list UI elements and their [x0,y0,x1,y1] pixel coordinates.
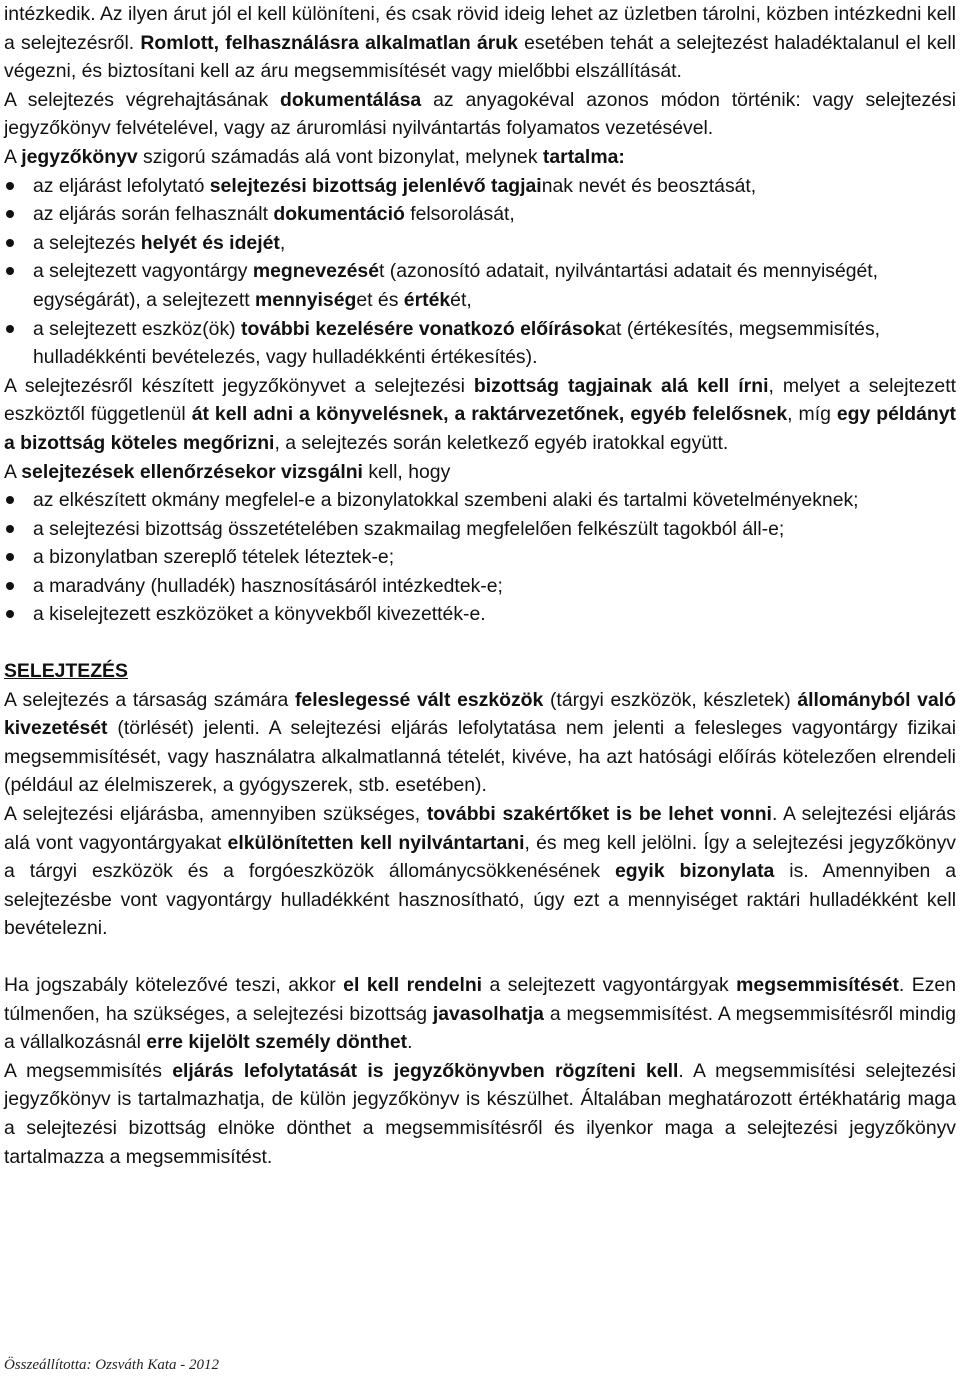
text-run: A selejtezésről készített jegyzőkönyvet a selejtezési [4,374,474,397]
paragraph-definition [4,686,956,800]
bold-text: helyét és idejét [140,231,280,254]
text-run: A megsemmisítés [4,1059,173,1082]
paragraph-minutes-intro [4,143,956,172]
text-run: az eljárást lefolytató [33,174,210,197]
bullet-icon [6,525,14,533]
text-run: et és [356,288,404,311]
bold-text: dokumentáció [273,203,405,226]
text-run: esetében tehát a selejtezést haladéktalanul el kell végezni, és biztosítani kell az áru megsemmisítését vagy mielőbbi elszállítását. [4,31,956,83]
paragraph-experts [4,800,956,943]
paragraph-documentation [4,86,956,143]
list-item [4,315,956,372]
bold-text: selejtezési bizottság jelenlévő tagjai [209,174,542,197]
bullet-icon [6,553,14,561]
paragraph-spacer [4,943,956,971]
bold-text: megsemmisítését [736,974,899,996]
bold-text: elkülönítetten kell nyilvántartani [227,831,525,854]
text-run: intézkedik. Az ilyen árut jól el kell különíteni, és csak rövid ideig lehet az üzletben tárolni, közben intézkedni kell a selejtezésről. [4,3,956,54]
bullet-icon [6,496,14,504]
text-run: az anyagokéval azonos módon történik: vagy selejtezési jegyzőkönyv felvételével, vagy az áruromlási nyilvántartás folyamatos vezetésével. [4,88,957,140]
bold-text: selejtezések ellenőrzésekor vizsgálni [21,460,363,483]
bullet-icon [6,182,14,190]
text-run: . [407,1031,413,1054]
list-item [4,600,956,629]
text-run: , és meg kell jelölni. Így a selejtezési jegyzőkönyv a tárgyi eszközök és a forgóeszközök állománycsökkenésének [4,831,956,883]
bullet-icon [6,582,14,590]
text-run: A selejtezés a társaság számára [4,688,295,711]
bold-text: Romlott, felhasználásra alkalmatlan áruk [140,31,518,54]
text-run: , a selejtezés során keletkező egyéb iratokkal együtt. [274,431,729,454]
bold-text: érték [403,288,451,311]
list-item [4,515,956,544]
bold-text: eljárás lefolytatását is jegyzőkönyvben rögzíteni kell [172,1059,679,1082]
paragraph-minutes-signing [4,372,956,458]
bold-text: állományból való kivezetését [4,688,956,740]
bold-text: megnevezésé [252,260,380,283]
page-footer: Összeállította: Ozsváth Kata - 2012 [4,1357,220,1373]
section-spacer [4,629,956,657]
text-run: A [4,460,22,483]
minutes-contents-list [4,172,956,372]
list-item [4,229,956,258]
section-heading [4,657,956,686]
text-run: a kiselejtezett eszközöket a könyvekből kivezették-e. [33,603,486,626]
checks-list [4,486,956,629]
text-run: . A selejtezési eljárás alá vont vagyontárgyakat [4,803,957,854]
bold-text: bizottság tagjainak alá kell írni [473,374,769,397]
text-run: a selejtezett vagyontárgy [33,260,253,283]
text-run: az eljárás során felhasznált [33,203,274,226]
bullet-icon [6,325,14,333]
text-run: , [279,231,286,254]
bold-text: tartalma: [542,145,625,168]
bold-text: további kezelésére vonatkozó előírások [241,317,606,340]
text-run: A selejtezés végrehajtásának [4,88,281,111]
text-run: nak nevét és beosztását, [541,174,757,197]
heading-text: SELEJTEZÉS [4,660,128,683]
bold-text: dokumentálása [280,88,422,111]
bold-text: további szakértőket is be lehet vonni [426,803,772,826]
bold-text: el kell rendelni [343,974,483,996]
bold-text: egy példányt a bizottság köteles megőrizni [4,403,957,454]
text-run: is. Amennyiben a selejtezésbe vont vagyontárgy hulladékként hasznosítható, úgy ezt a mennyiséget raktári hulladékként kell bevételezni. [4,860,956,940]
bold-text: jegyzőkönyv [21,145,138,168]
text-run: a selejtezett vagyontárgyak [482,974,737,996]
bold-text: mennyiség [255,288,357,311]
bullet-icon [6,610,14,618]
text-run: szigorú számadás alá vont bizonylat, melynek [137,145,543,168]
text-run: , míg [787,403,837,426]
text-run: A [4,145,22,168]
text-run: a megsemmisítést. A megsemmisítésről mindig a vállalkozásnál [4,1002,956,1054]
text-run: a selejtezés [33,231,141,254]
document-page [4,0,956,1171]
text-run: ét, [450,288,472,311]
text-run: A selejtezési eljárásba, amennyiben szükséges, [4,803,427,826]
bullet-icon [6,210,14,218]
text-run: . Ezen túlmenően, ha szükséges, a selejtezési bizottság [4,974,956,1025]
paragraph-destruction [4,971,956,1057]
bold-text: feleslegessé vált eszközök [294,688,544,711]
text-run: a selejtezett eszköz(ök) [33,317,241,340]
text-run: (törlését) jelenti. A selejtezési eljárás lefolytatása nem jelenti a felesleges vagyontárgy fizikai megsemmisítését, vagy használatra alkalmatlanná tételét, kivéve, ha azt hatósági előírás kötelezően elrendeli (például az élelmiszerek, a gyógyszerek, stb. esetében). [4,717,956,797]
list-item [4,200,956,229]
text-run: (tárgyi eszközök, készletek) [543,688,798,711]
text-run: a maradvány (hulladék) hasznosításáról intézkedtek-e; [33,574,503,597]
bullet-icon [6,267,14,275]
text-run: Ha jogszabály kötelezővé teszi, akkor [4,974,344,996]
text-run: az elkészített okmány megfelel-e a bizonylatokkal szembeni alaki és tartalmi követelményeknek; [33,489,859,512]
text-run: felsorolását, [404,203,515,226]
list-item [4,172,956,201]
text-run: . A megsemmisítési selejtezési jegyzőkönyv is tartalmazhatja, de külön jegyzőkönyv is készülhet. Általában meghatározott értékhatárig maga a selejtezési bizottság elnöke dönthet a megsemmisítésről és ilyenkor maga a selejtezési jegyzőkönyv tartalmazza a megsemmisítést. [4,1059,956,1168]
paragraph-spoilage-handling [4,0,956,86]
text-run: t (azonosító adatait, nyilvántartási adatait és mennyiségét, egységárát), a selejtezett [33,260,879,311]
list-item [4,572,956,601]
bold-text: egyik bizonylata [615,860,775,883]
list-item [4,543,956,572]
text-run: at (értékesítés, megsemmisítés, hulladékkénti bevételezés, vagy hulladékkénti értékesítés). [33,317,881,369]
paragraph-destruction-record [4,1057,956,1171]
text-run: kell, hogy [362,460,451,483]
text-run: , melyet a selejtezett eszköztől függetlenül [4,374,956,426]
paragraph-checks-intro [4,458,956,487]
text-run: a bizonylatban szereplő tételek léteztek-e; [33,546,395,569]
list-item [4,486,956,515]
text-run: a selejtezési bizottság összetételében szakmailag megfelelően felkészült tagokból áll-e; [33,517,785,540]
bold-text: javasolhatja [432,1002,544,1025]
bold-text: erre kijelölt személy dönthet [146,1031,408,1054]
bullet-icon [6,239,14,247]
list-item [4,257,956,314]
bold-text: át kell adni a könyvelésnek, a raktárvezetőnek, egyéb felelősnek [191,403,788,426]
